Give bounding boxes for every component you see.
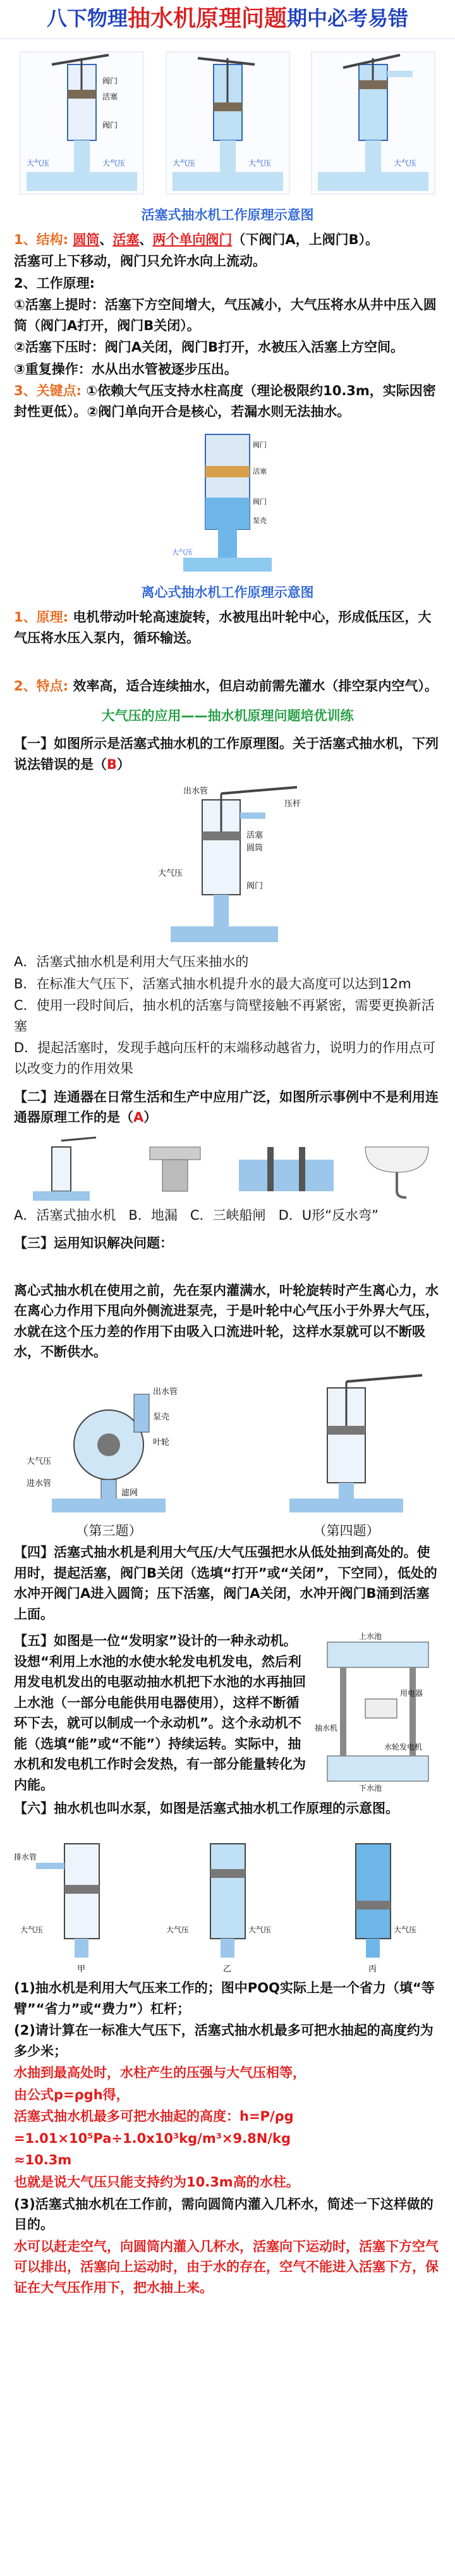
process-label: 2、工作原理:	[14, 275, 95, 291]
piston-diagram-wrap	[14, 428, 441, 573]
piston-label-valve-2: 阀门	[253, 498, 267, 506]
fig1-label-pressure-right: 大气压	[102, 159, 126, 168]
q5-text: 如图是一位“发明家”设计的一种永动机。设想“利用上水池的水使水轮发电机发电，然后利用发电机发出的电驱动抽水机把下水池的水再抽回上水池（一部分电能供用电器使用），这样不断循环下去，就可以制成一个永动机”。这个永动机不能（选填“能”或“不能”）持续运转。实际中，抽水机和发电机工作时会发热，有一部分能量转化为内能。	[14, 1633, 306, 1793]
q5-question	[14, 1631, 308, 1795]
q3-q4-captions	[14, 1521, 441, 1541]
q5-label-generator: 水轮发电机	[384, 1743, 423, 1752]
q6-question	[14, 1798, 441, 1819]
q1-option-c: C．使用一段时间后，抽水机的活塞与筒壁接触不再紧密，需要更换新活塞	[14, 998, 435, 1034]
q1-option-d: D．提起活塞时，发现手越向压杆的末端移动越省力，说明力的作用点可以改变力的作用效果	[14, 1040, 436, 1077]
principle-label: 1、原理:	[14, 610, 69, 625]
pump-figure-3	[305, 46, 441, 196]
q6-label-jia: 甲	[77, 1965, 86, 1975]
q3-label-casing: 泵壳	[153, 1412, 170, 1422]
q6-answer-3: 水抽到最高处时，水柱产生的压强与大气压相等，	[14, 2065, 306, 2081]
structure-item-3: 两个单向阀门	[152, 231, 233, 247]
piston-label-piston: 活塞	[253, 467, 267, 476]
q4-figure	[252, 1369, 441, 1514]
q6-answer-5: 活塞式抽水机最多可把水抽起的高度：h=P/ρg	[14, 2109, 294, 2125]
q1-label-cylinder: 圆筒	[246, 843, 264, 854]
spacer	[14, 649, 441, 675]
fig1-label-piston: 活塞	[102, 92, 118, 101]
q4-figure-caption: （第四题）	[313, 1523, 380, 1538]
structure-item-2: 活塞	[112, 231, 140, 247]
q6-label-outlet: 排水管	[14, 1853, 37, 1862]
piston-caption: 活塞式抽水机工作原理示意图	[141, 207, 314, 223]
q3-label-filter: 滤网	[121, 1488, 138, 1498]
structure-item-1: 圆筒	[73, 231, 100, 247]
q6-text: 抽水机也叫水泵，如图是活塞式抽水机工作原理的示意图。	[54, 1800, 399, 1816]
q2-option-d: D．U形“反水弯”	[278, 1207, 379, 1223]
feature-text: 效率高，适合连续抽水，但启动前需先灌水（排空泵内空气）。	[73, 678, 438, 694]
q6-tag: 【六】	[14, 1800, 54, 1816]
q5-figure	[315, 1629, 441, 1794]
q6-figures	[14, 1825, 441, 1977]
application-caption: 大气压的应用——抽水机原理问题培优训练	[101, 708, 354, 723]
q1-label-valve: 阀门	[246, 881, 264, 892]
q2-figures	[14, 1134, 441, 1204]
piston-label-valve: 阀门	[253, 441, 267, 450]
fig2-label-pressure-right: 大气压	[248, 159, 271, 168]
q2-figure-sink	[353, 1134, 441, 1204]
q6-label-pressure-4: 大气压	[394, 1925, 417, 1935]
q3-text: 离心式抽水机在使用之前，先在泵内灌满水，叶轮旋转时产生离心力，水在离心力作用下甩向外侧流进泵壳，于是叶轮中心气压小于外界大气压，水就在这个压力差的作用下由吸入口流进叶轮，这样水泵就可以不断吸水，不断供水。	[14, 1282, 439, 1360]
q2-option-a: A．活塞式抽水机	[14, 1207, 116, 1223]
q6-figure-bing	[305, 1825, 441, 1977]
q2-figure-lock	[236, 1134, 337, 1204]
q6-label-yi: 乙	[222, 1965, 231, 1975]
q1-question: 【一】如图所示是活塞式抽水机的工作原理图。关于活塞式抽水机，下列说法错误的是（B）	[14, 736, 439, 772]
q2-question: 【二】连通器在日常生活和生产中应用广泛，如图所示事例中不是利用连通器原理工作的是（A）	[14, 1089, 439, 1125]
process-step-2: ②活塞下压时：阀门A关闭，阀门B打开，水被压入活塞上方空间。	[14, 340, 404, 355]
q6-figure-jia	[14, 1825, 150, 1977]
structure-label: 1、结构:	[14, 231, 69, 247]
feature-label: 2、特点:	[14, 678, 69, 694]
q5-label-appliance: 用电器	[400, 1689, 423, 1698]
centrifugal-feature	[14, 676, 441, 697]
centrifugal-caption: 离心式抽水机工作原理示意图	[141, 585, 314, 601]
q3-label-pressure: 大气压	[27, 1456, 52, 1466]
q2-tag: 【二】	[14, 1089, 54, 1105]
q1-option-a: A．活塞式抽水机是利用大气压来抽水的	[14, 954, 249, 970]
title-prefix: 八下物理	[46, 6, 128, 31]
fig3-label-pressure: 大气压	[394, 159, 417, 168]
q6-label-pressure-3: 大气压	[248, 1925, 271, 1935]
q1-figure-wrap	[14, 781, 441, 945]
top-figures	[14, 46, 441, 196]
q3-figure	[14, 1369, 203, 1514]
q5-block	[14, 1629, 441, 1796]
q5-label-upper: 上水池	[359, 1632, 382, 1641]
q1-label-piston: 活塞	[246, 831, 264, 841]
q1-label-lever: 压杆	[284, 799, 301, 809]
centrifugal-principle	[14, 607, 441, 648]
q6-answer-6: =1.01×10⁵Pa÷1.0x10³kg/m³×9.8N/kg	[14, 2130, 291, 2146]
page-title	[0, 0, 455, 39]
spacer-2	[14, 1254, 441, 1279]
q6-figure-yi	[160, 1825, 296, 1977]
q6-answer-8: 也就是说大气压只能支持约为10.3m高的水柱。	[14, 2174, 300, 2190]
q3-label-impeller: 叶轮	[153, 1437, 170, 1447]
structure-text: （下阀门A，上阀门B）。	[232, 231, 379, 247]
piston-diagram	[171, 428, 284, 573]
title-suffix: 期中必考易错	[287, 6, 409, 31]
pump-figure-1	[14, 46, 150, 196]
piston-label-pressure: 大气压	[172, 548, 193, 557]
q1-answer: B	[107, 756, 118, 772]
q5-label-lower: 下水池	[359, 1784, 382, 1793]
fig1-label-valve: 阀门	[102, 77, 118, 85]
q1-option-b: B．在标准大气压下，活塞式抽水机提升水的最大高度可以达到12m	[14, 976, 411, 991]
q6-answer-4: 由公式p=ρgh得，	[14, 2087, 130, 2102]
q5-label-pump: 抽水机	[315, 1724, 338, 1733]
q4-question	[14, 1542, 441, 1624]
key-points	[14, 381, 441, 422]
q2-figure-pump	[14, 1134, 115, 1204]
principle-text: 电机带动叶轮高速旋转，水被甩出叶轮中心，形成低压区，大气压将水压入泵内，循环输送。	[14, 610, 432, 646]
q6-answer-1: (1)抽水机是利用大气压来工作的；图中POQ实际上是一个省力（填“等臂”“省力”或“费力”）杠杆；	[14, 1980, 435, 2016]
q4-tag: 【四】	[14, 1544, 54, 1560]
q3-q4-figures	[14, 1369, 441, 1514]
fig1-label-valve-2: 阀门	[102, 121, 118, 130]
q2-option-c: C．三峡船闸	[190, 1207, 266, 1223]
q2-options	[14, 1205, 441, 1226]
q6-label-pressure-2: 大气压	[166, 1925, 189, 1935]
title-highlight: 抽水机原理问题	[127, 6, 287, 32]
q1-tag: 【一】	[14, 736, 54, 752]
fig1-label-pressure-left: 大气压	[27, 159, 50, 168]
q2-figure-drain	[131, 1134, 219, 1204]
structure-line2: 活塞可上下移动，阀门只允许水向上流动。	[14, 254, 266, 269]
q3-label-outlet: 出水管	[153, 1387, 178, 1397]
q5-tag: 【五】	[14, 1633, 54, 1649]
q6-answer-9: (3)活塞式抽水机在工作前，需向圆筒内灌入几杯水，简述一下这样做的目的。	[14, 2196, 434, 2233]
q3-label-inlet: 进水管	[27, 1478, 52, 1488]
piston-structure: 1、结构: 圆筒、活塞、两个单向阀门（下阀门A，上阀门B）。	[14, 231, 379, 247]
q6-answer-7: ≈10.3m	[14, 2152, 72, 2168]
process-step-1: ①活塞上提时：活塞下方空间增大，气压减小，大气压将水从井中压入圆筒（阀门A打开，阀门B关闭）。	[14, 297, 437, 333]
q1-label-pressure: 大气压	[158, 869, 183, 879]
process-step-3: ③重复操作：水从出水管被逐步压出。	[14, 361, 238, 377]
q1-figure	[133, 781, 322, 945]
q1-text: 如图所示是活塞式抽水机的工作原理图。关于活塞式抽水机，下列说法错误的是（	[14, 736, 439, 772]
q3-figure-caption: （第三题）	[75, 1523, 142, 1538]
q2-option-b: B．地漏	[128, 1207, 178, 1223]
q2-answer: A	[133, 1110, 144, 1125]
q4-text: 活塞式抽水机是利用大气压/大气压强把水从低处抽到高处的。使用时，提起活塞，阀门B关闭（选填“打开”或“关闭”，下空同），低处的水冲开阀门A进入圆筒；压下活塞，阀门A关闭，水冲开阀门B涌到活塞上面。	[14, 1544, 437, 1622]
piston-label-casing: 泵壳	[253, 517, 267, 525]
pump-figure-2	[160, 46, 296, 196]
key-text: ①依赖大气压支持水柱高度（理论极限约10.3m，实际因密封性更低）。②阀门单向开合是核心，若漏水则无法抽水。	[14, 383, 436, 419]
q6-label-bing: 丙	[368, 1965, 377, 1975]
q6-label-pressure-1: 大气压	[20, 1925, 44, 1935]
fig2-label-pressure-left: 大气压	[172, 159, 195, 168]
q6-answer-2: (2)请计算在一标准大气压下，活塞式抽水机最多可把水抽起的高度约为多少米；	[14, 2023, 434, 2059]
q1-label-outlet: 出水管	[183, 787, 209, 797]
q2-text: 连通器在日常生活和生产中应用广泛，如图所示事例中不是利用连通器原理工作的是（	[14, 1089, 439, 1125]
q3-tag: 【三】运用知识解决问题：	[14, 1236, 173, 1251]
q6-answer-10: 水可以赶走空气，向圆筒内灌入几杯水，活塞向下运动时，活塞下方空气可以排出，活塞向上运动时，由于水的存在，空气不能进入活塞下方，保证在大气压作用下，把水抽上来。	[14, 2238, 439, 2295]
key-label: 3、关键点:	[14, 383, 82, 399]
